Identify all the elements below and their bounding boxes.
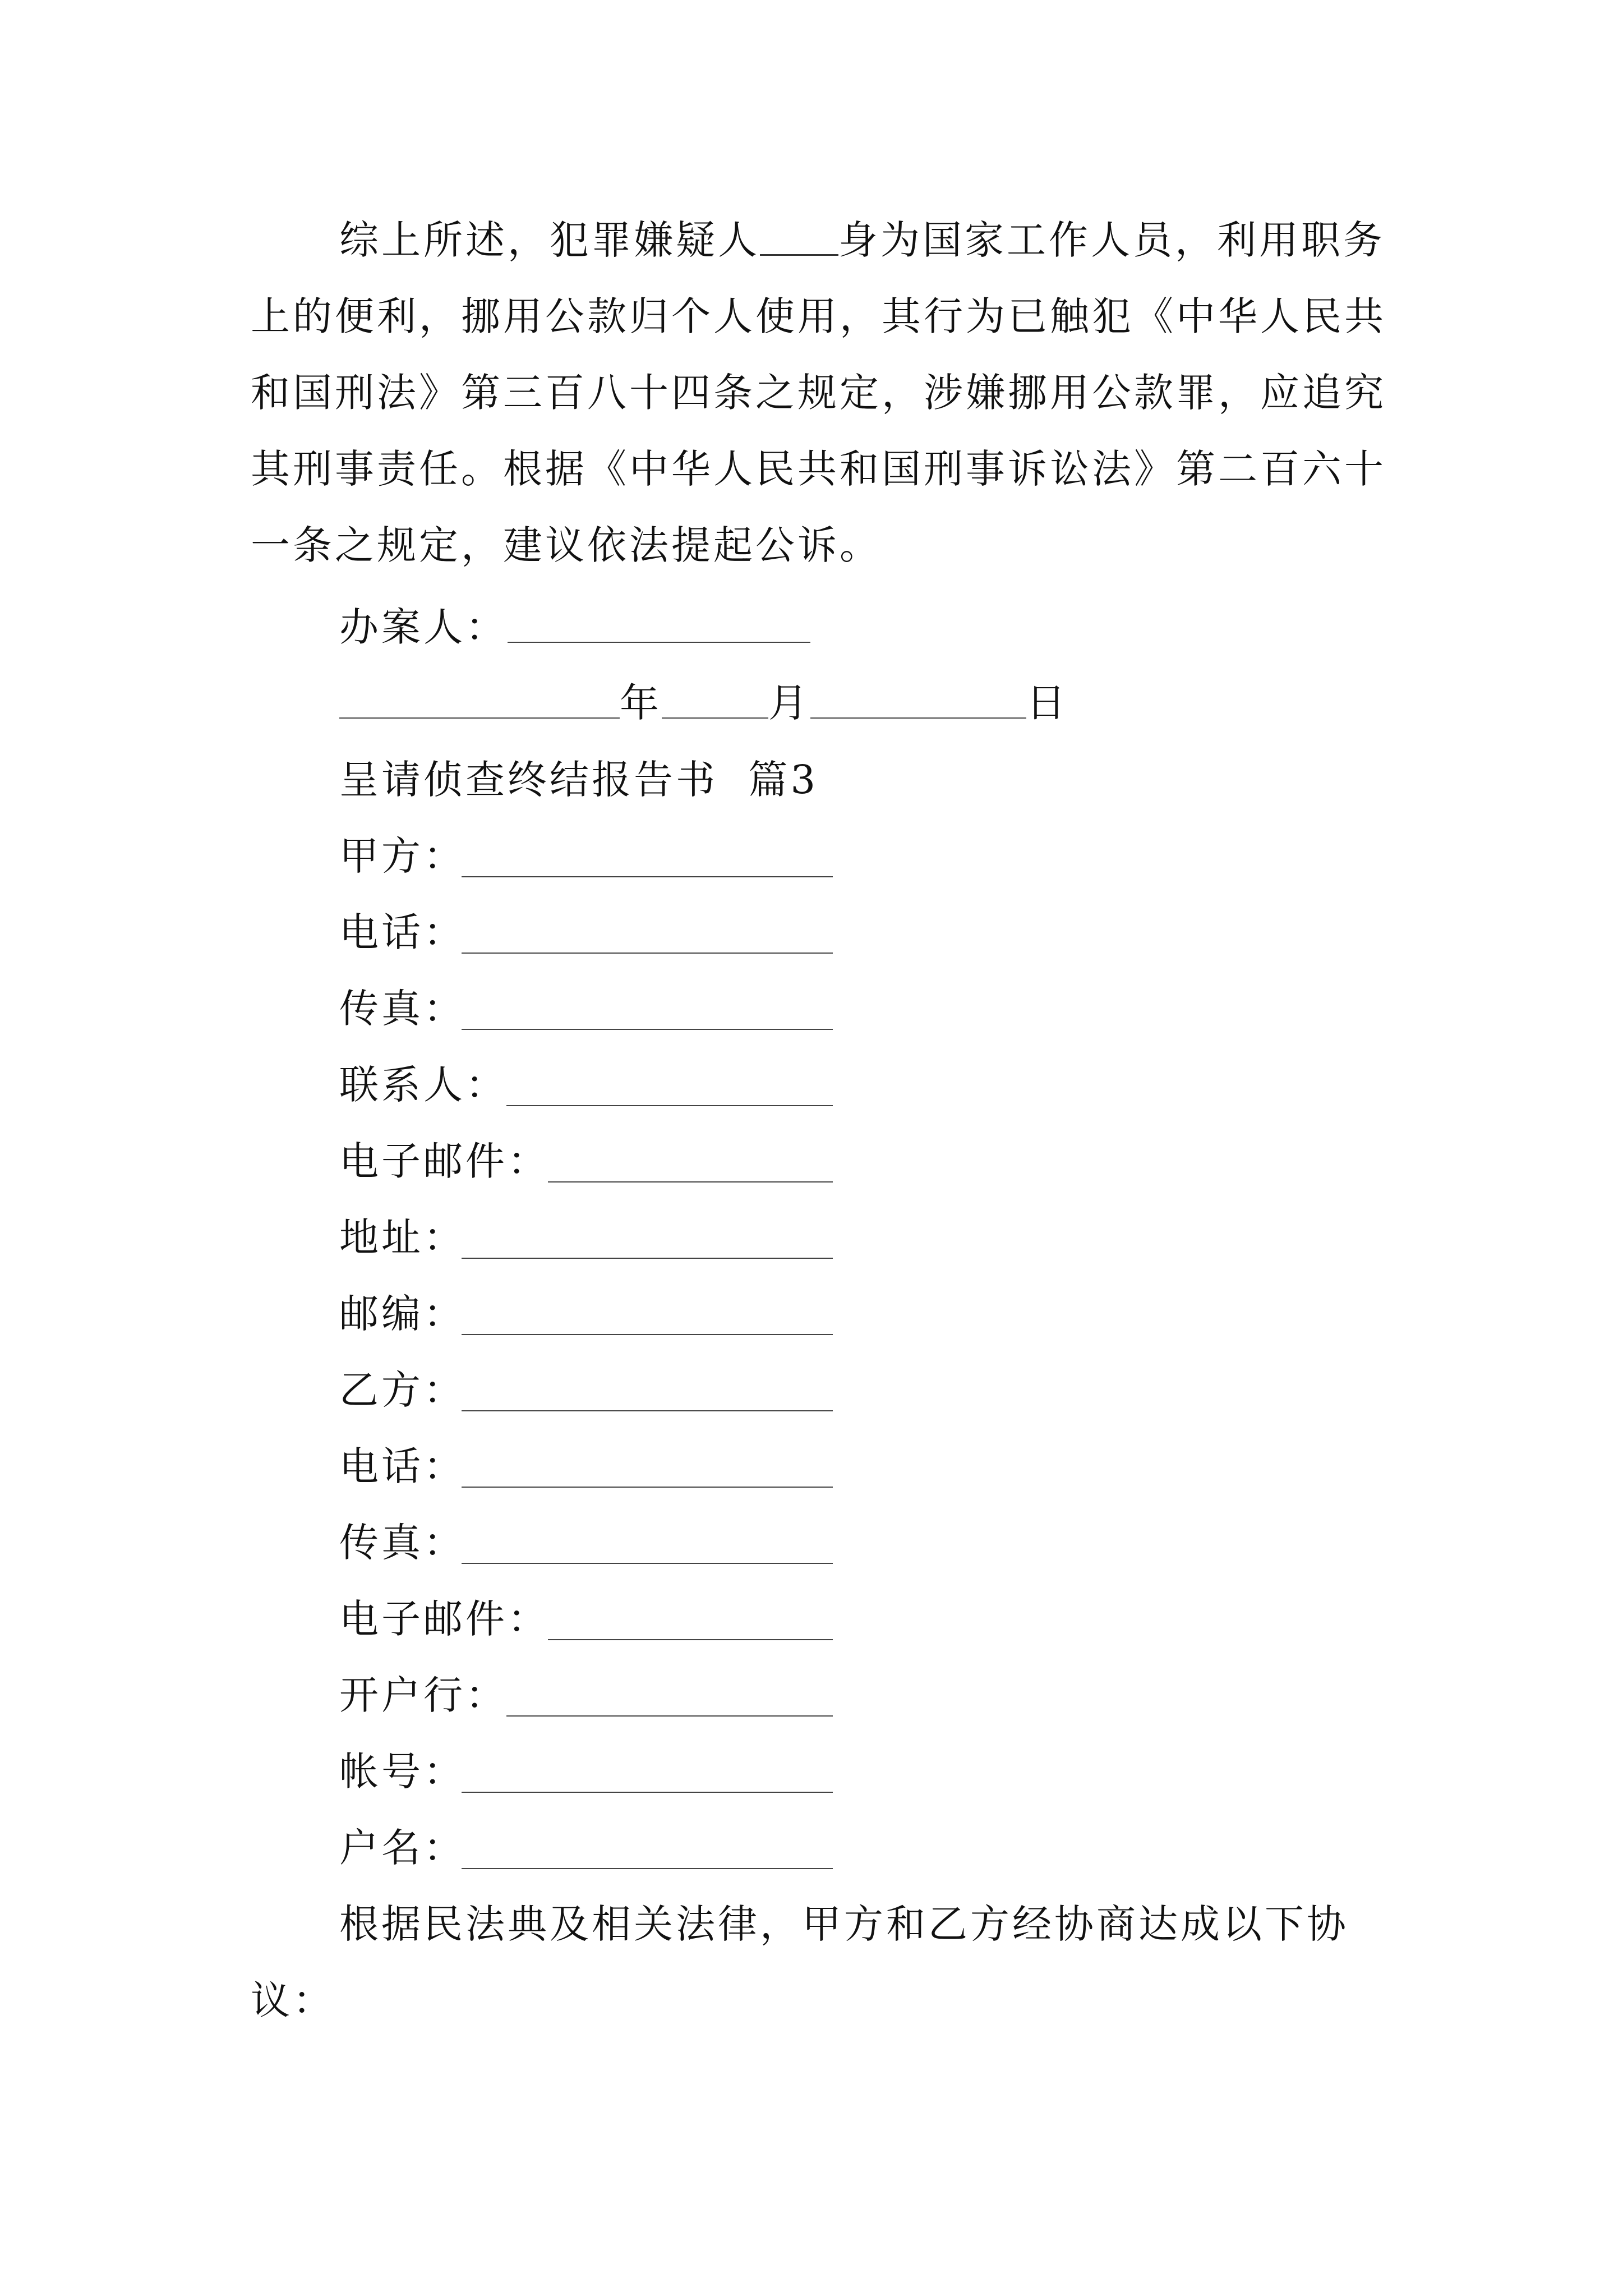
field-account-b bbox=[339, 1733, 465, 1810]
month-blank bbox=[662, 674, 768, 719]
suspect-name-blank bbox=[760, 210, 838, 256]
field-label: 电子邮件： bbox=[339, 1596, 550, 1642]
field-blank bbox=[548, 1639, 833, 1640]
field-label: 邮编： bbox=[339, 1291, 465, 1337]
field-blank bbox=[462, 876, 833, 877]
field-blank bbox=[506, 1105, 833, 1106]
field-blank bbox=[548, 1181, 833, 1182]
section-title: 呈请侦查终结报告书 篇3 bbox=[339, 757, 819, 803]
month-label: 月 bbox=[768, 680, 810, 726]
day-label: 日 bbox=[1026, 680, 1068, 726]
field-label: 地址： bbox=[339, 1214, 465, 1260]
field-label: 电话： bbox=[339, 1443, 465, 1489]
field-label: 电子邮件： bbox=[339, 1138, 550, 1184]
field-blank bbox=[462, 1563, 833, 1564]
field-label: 户名： bbox=[339, 1825, 465, 1871]
field-blank bbox=[462, 1029, 833, 1030]
field-label: 开户行： bbox=[339, 1672, 508, 1718]
field-party-b bbox=[339, 1352, 465, 1428]
field-label: 乙方： bbox=[339, 1367, 465, 1413]
field-email-a bbox=[339, 1123, 550, 1199]
field-blank bbox=[462, 1334, 833, 1335]
field-blank bbox=[462, 953, 833, 954]
field-fax-b bbox=[339, 1504, 465, 1581]
field-postcode-a bbox=[339, 1276, 465, 1352]
conclusion-text-part1: 综上所述，犯罪嫌疑人 bbox=[339, 217, 760, 263]
field-label: 电话： bbox=[339, 909, 465, 955]
field-fax-a bbox=[339, 970, 465, 1047]
handler-line bbox=[339, 589, 810, 665]
date-line bbox=[339, 665, 1068, 741]
field-blank bbox=[462, 1410, 833, 1411]
field-email-b bbox=[339, 1581, 550, 1657]
field-phone-a bbox=[339, 894, 465, 970]
field-label: 传真： bbox=[339, 1520, 465, 1566]
field-label: 传真： bbox=[339, 986, 465, 1032]
field-label: 帐号： bbox=[339, 1749, 465, 1795]
day-blank bbox=[810, 674, 1026, 719]
field-blank bbox=[462, 1258, 833, 1259]
field-label: 联系人： bbox=[339, 1062, 508, 1108]
field-party-a bbox=[339, 818, 465, 894]
agreement-intro-paragraph: 根据民法典及相关法律，甲方和乙方经协商达成以下协议： bbox=[251, 1901, 1349, 2023]
field-blank bbox=[462, 1792, 833, 1793]
field-blank bbox=[462, 1868, 833, 1869]
field-label: 甲方： bbox=[339, 833, 465, 879]
conclusion-paragraph bbox=[251, 202, 1395, 583]
handler-blank bbox=[508, 598, 810, 643]
year-label: 年 bbox=[620, 680, 662, 726]
field-bank-b bbox=[339, 1657, 508, 1733]
field-blank bbox=[506, 1715, 833, 1717]
conclusion-text-part2: 身为国家工作人员，利用职务上的便利，挪用公款归个人使用，其行为已触犯《中华人民共和国刑法》第三百八十四条之规定，涉嫌挪用公款罪，应追究其刑事责任。根据《中华人民共和国刑事诉讼法》第二百六十一条之规定，建议依法提起公诉。 bbox=[251, 217, 1386, 568]
field-contact-a bbox=[339, 1047, 508, 1123]
field-phone-b bbox=[339, 1428, 465, 1504]
field-account-name-b bbox=[339, 1810, 465, 1886]
handler-label: 办案人： bbox=[339, 604, 508, 650]
field-blank bbox=[462, 1487, 833, 1488]
field-address-a bbox=[339, 1199, 465, 1276]
year-blank bbox=[339, 674, 620, 719]
